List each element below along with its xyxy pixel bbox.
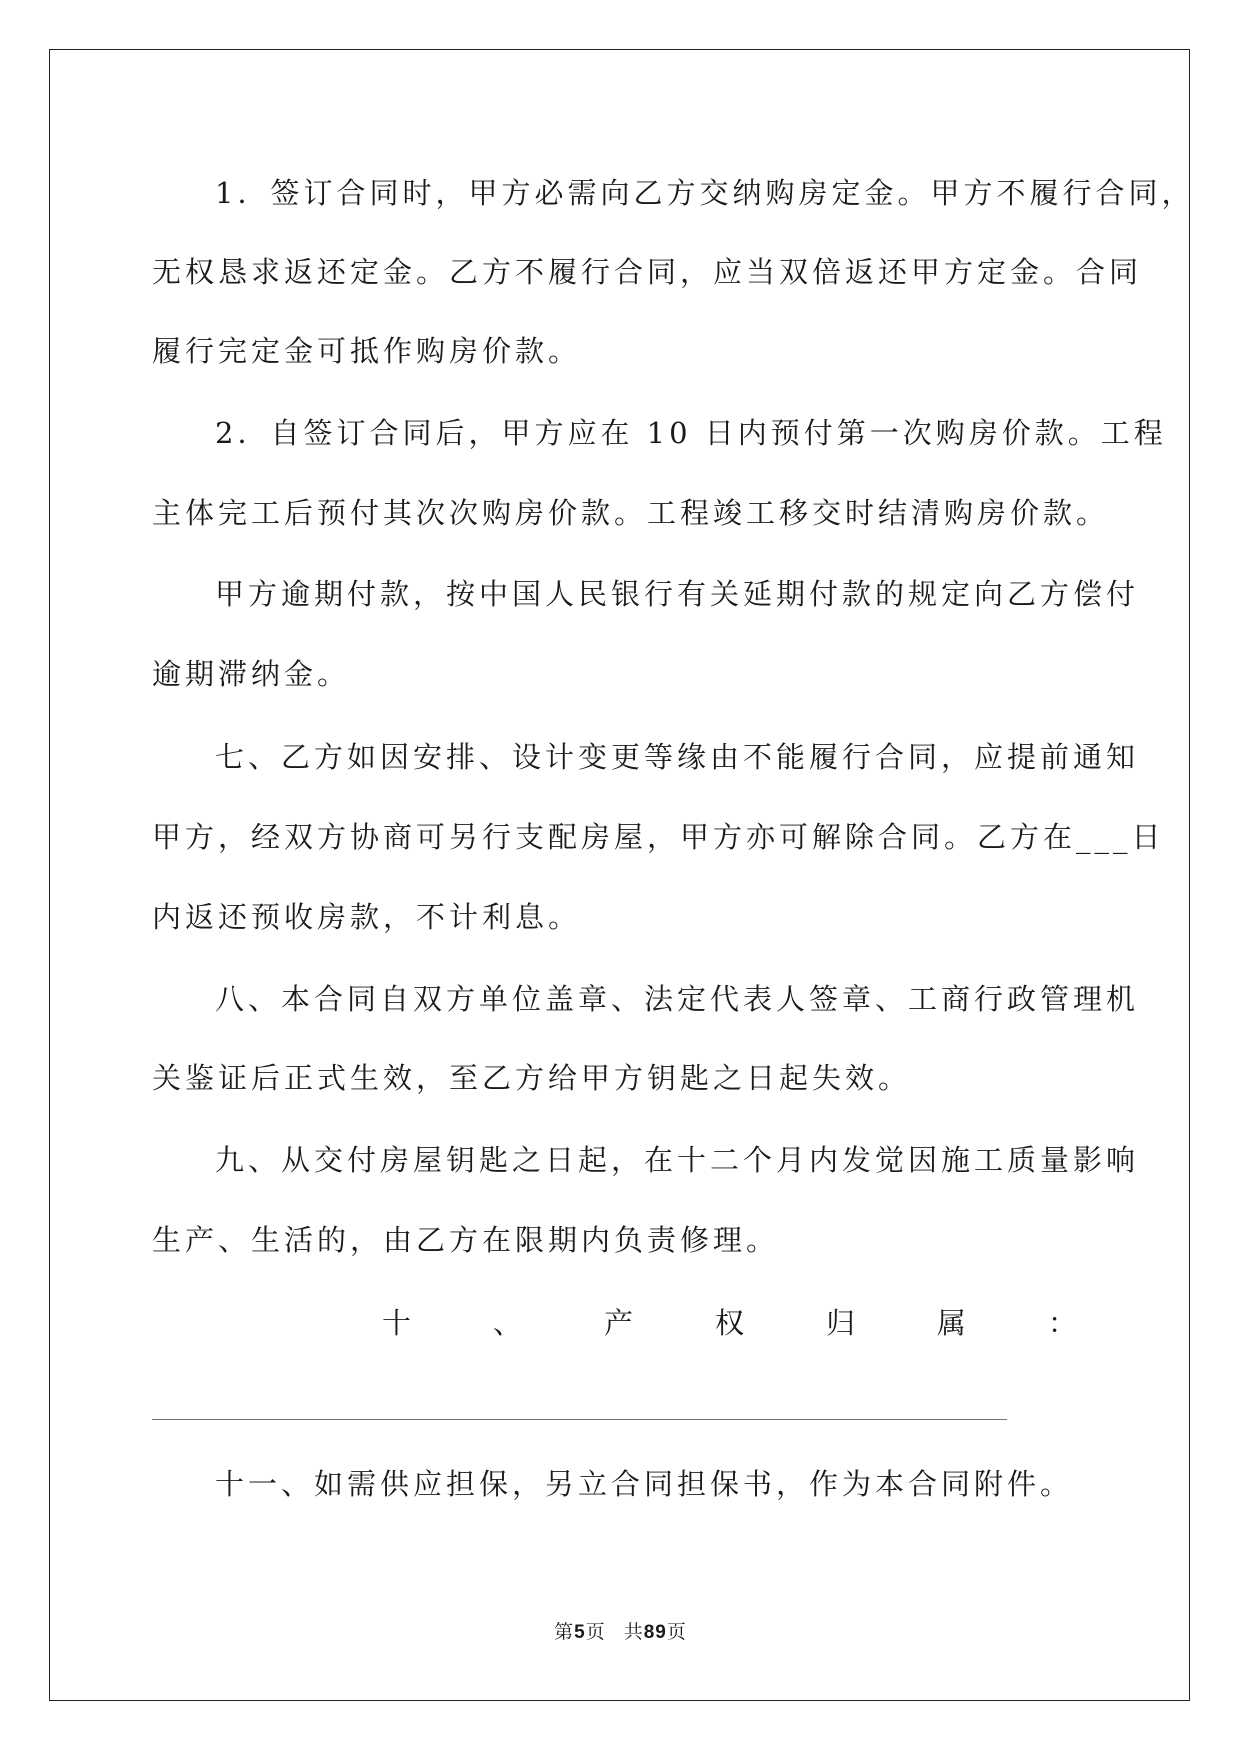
heading-char: 属 (936, 1306, 966, 1340)
paragraph-line: 内返还预收房款，不计利息。 (152, 900, 582, 934)
page-number: 5 (574, 1622, 586, 1643)
paragraph-line: 主体完工后预付其次次购房价款。工程竣工移交时结清购房价款。 (152, 496, 1110, 530)
page-footer (0, 1620, 1241, 1645)
blank-fill-line (152, 1419, 1007, 1420)
total-pages: 89 (643, 1622, 667, 1643)
heading-char: ： (1047, 1306, 1077, 1340)
paragraph-line: 八、本合同自双方单位盖章、法定代表人签章、工商行政管理机 (215, 982, 1140, 1016)
footer-prefix: 第 (554, 1621, 575, 1643)
paragraph-line: 1．签订合同时，甲方必需向乙方交纳购房定金。甲方不履行合同， (215, 176, 1195, 210)
paragraph-line: 九、从交付房屋钥匙之日起，在十二个月内发觉因施工质量影响 (215, 1143, 1140, 1177)
footer-page-unit: 页 (585, 1621, 606, 1643)
section-heading-property-ownership (152, 1303, 1077, 1343)
heading-char: 归 (825, 1306, 855, 1340)
paragraph-line: 履行完定金可抵作购房价款。 (152, 334, 582, 368)
paragraph-line: 生产、生活的，由乙方在限期内负责修理。 (152, 1223, 780, 1257)
footer-total-unit: 页 (666, 1621, 687, 1643)
paragraph-line: 七、乙方如因安排、设计变更等缘由不能履行合同，应提前通知 (215, 740, 1140, 774)
heading-char: 权 (714, 1306, 744, 1340)
paragraph-line: 甲方，经双方协商可另行支配房屋，甲方亦可解除合同。乙方在___日 (152, 820, 1165, 854)
heading-char: 十 (382, 1306, 412, 1340)
paragraph-line: 无权恳求返还定金。乙方不履行合同，应当双倍返还甲方定金。合同 (152, 255, 1143, 289)
paragraph-line: 逾期滞纳金。 (152, 657, 351, 691)
paragraph-line: 2．自签订合同后，甲方应在 10 日内预付第一次购房价款。工程 (215, 416, 1167, 450)
paragraph-line: 关鉴证后正式生效，至乙方给甲方钥匙之日起失效。 (152, 1061, 912, 1095)
heading-char: 、 (492, 1306, 522, 1340)
heading-char: 产 (603, 1306, 633, 1340)
paragraph-line: 十一、如需供应担保，另立合同担保书，作为本合同附件。 (215, 1467, 1074, 1501)
page-border (49, 49, 1190, 1701)
paragraph-line: 甲方逾期付款，按中国人民银行有关延期付款的规定向乙方偿付 (215, 577, 1140, 611)
footer-total-prefix: 共 (623, 1621, 644, 1643)
